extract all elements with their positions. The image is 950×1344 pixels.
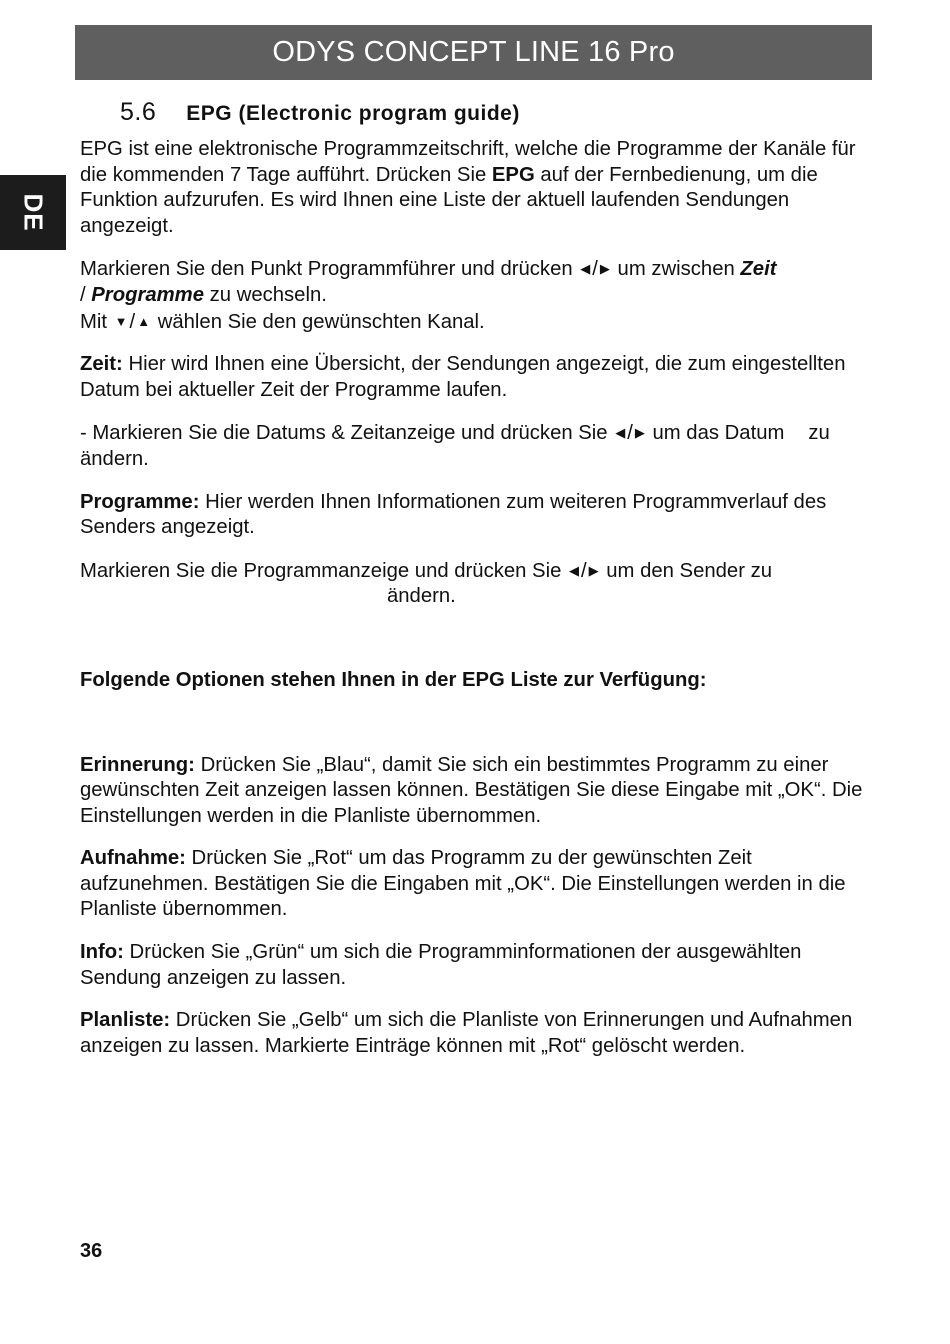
option-info	[80, 940, 870, 991]
intro-text-2: auf der Fernbedienung, um die Funktion aufzurufen. Es wird Ihnen eine Liste der aktuell laufenden Sendungen angezeigt.	[80, 163, 818, 237]
nav-text-5: Mit	[80, 310, 113, 333]
arrow-right-icon: ▶	[588, 562, 599, 578]
paragraph-date	[80, 420, 870, 472]
arrow-right-icon: ▶	[634, 425, 645, 441]
option-label: Aufnahme:	[80, 847, 186, 870]
header-title: ODYS CONCEPT LINE 16 Pro	[272, 36, 675, 68]
page-header	[75, 25, 872, 80]
nav-text-6: wählen Sie den gewünschten Kanal.	[152, 310, 485, 333]
nav-text-4: zu wechseln.	[204, 283, 327, 306]
section-title: EPG (Electronic program guide)	[186, 102, 520, 125]
programme-term: Programme:	[80, 490, 200, 513]
language-label: DE	[18, 193, 49, 232]
option-aufnahme	[80, 846, 870, 923]
page-content	[80, 137, 870, 1059]
slash: /	[627, 422, 633, 445]
channel-text-1: Markieren Sie die Programmanzeige und drücken Sie	[80, 559, 567, 582]
section-heading	[120, 98, 520, 127]
zeit-text-1: Hier wird Ihnen eine Übersicht, der Sendungen angezeigt, die zum eingestellten	[122, 353, 846, 376]
nav-text-3: /	[80, 283, 92, 306]
arrow-left-icon: ◀	[615, 425, 626, 441]
option-text: Drücken Sie „Gelb“ um sich die Planliste von Erinnerungen und Aufnahmen anzeigen zu lassen. Markierte Einträge können mit „Rot“ gelöscht werden.	[80, 1009, 853, 1057]
date-text-3: zu ändern.	[80, 422, 830, 470]
arrow-left-icon: ◀	[580, 261, 591, 277]
option-planliste	[80, 1008, 870, 1059]
paragraph-programme	[80, 490, 870, 541]
paragraph-navigation	[80, 256, 870, 335]
zeit-text-2: Datum bei aktueller Zeit der Programme laufen.	[80, 378, 508, 401]
epg-key-label: EPG	[491, 163, 535, 186]
zeit-term: Zeit:	[80, 353, 123, 376]
option-label: Info:	[80, 941, 124, 964]
date-text-1: - Markieren Sie die Datums & Zeitanzeige und drücken Sie	[80, 422, 614, 445]
date-text-2: um das Datum	[646, 422, 785, 445]
slash: /	[129, 310, 136, 333]
nav-text-1: Markieren Sie den Punkt Programmführer und drücken	[80, 258, 579, 281]
zeit-label: Zeit	[740, 258, 777, 281]
page-number: 36	[80, 1240, 103, 1262]
section-number: 5.6	[120, 98, 157, 126]
paragraph-channel	[80, 558, 870, 610]
programme-label: Programme	[91, 283, 204, 306]
option-erinnerung	[80, 753, 870, 830]
channel-text-2: um den Sender zu	[600, 559, 773, 582]
arrow-right-icon: ▶	[599, 261, 610, 277]
channel-text-3: ändern.	[387, 585, 456, 608]
programme-text: Hier werden Ihnen Informationen zum weiteren Programmverlauf des Senders angezeigt.	[80, 490, 827, 539]
nav-text-2: um zwischen	[611, 258, 741, 281]
paragraph-zeit	[80, 352, 870, 403]
intro-text-1: EPG ist eine elektronische Programmzeitschrift, welche die Programme der Kanäle für die kommenden 7 Tage aufführt. Drücken Sie	[80, 138, 856, 186]
paragraph-intro	[80, 137, 870, 239]
option-text: Drücken Sie „Blau“, damit Sie sich ein bestimmtes Programm zu einer gewünschten Zeit anzeigen lassen können. Bestätigen Sie diese Eingabe mit „OK“. Die Einstellungen werden in die Planliste übernommen.	[80, 753, 863, 827]
slash: /	[592, 258, 598, 281]
option-text: Drücken Sie „Rot“ um das Programm zu der gewünschten Zeit aufzunehmen. Bestätigen Sie die Eingaben mit „OK“. Die Einstellungen werden in die Planliste übernommen.	[80, 847, 846, 921]
options-heading: Folgende Optionen stehen Ihnen in der EPG Liste zur Verfügung:	[80, 668, 707, 691]
slash: /	[581, 559, 587, 582]
option-label: Planliste:	[80, 1009, 171, 1032]
language-tab	[0, 175, 66, 250]
arrow-down-icon: ▼	[114, 313, 128, 329]
option-label: Erinnerung:	[80, 753, 195, 776]
arrow-left-icon: ◀	[569, 562, 579, 578]
option-text: Drücken Sie „Grün“ um sich die Programminformationen der ausgewählten Sendung anzeigen zu lassen.	[80, 941, 802, 989]
arrow-up-icon: ▲	[137, 313, 151, 329]
